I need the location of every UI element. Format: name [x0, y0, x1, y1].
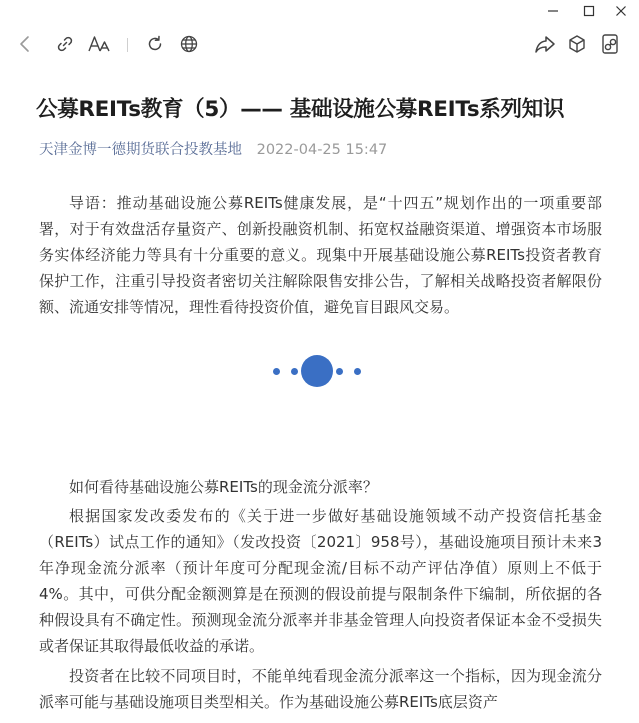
loader-dot-3: [336, 368, 343, 375]
back-arrow-icon[interactable]: [13, 32, 37, 56]
mini-program-icon[interactable]: [598, 32, 622, 56]
article-title: 公募REITs教育（5）—— 基础设施公募REITs系列知识: [36, 97, 565, 122]
cube-icon[interactable]: [565, 32, 589, 56]
link-icon[interactable]: [53, 32, 77, 56]
globe-icon[interactable]: [177, 32, 201, 56]
minimize-icon[interactable]: [535, 0, 571, 22]
section-question: 如何看待基础设施公募REITs的现金流分派率？: [69, 478, 378, 496]
article: [0, 66, 639, 723]
loader-dot-main: [301, 355, 333, 387]
maximize-icon[interactable]: [571, 0, 607, 22]
loader-dot-4: [354, 368, 361, 375]
font-size-icon[interactable]: [87, 32, 111, 56]
loading-spinner: [270, 354, 370, 388]
share-icon[interactable]: [533, 32, 557, 56]
loader-dot-2: [291, 368, 298, 375]
article-date: 2022-04-25 15:47: [256, 142, 388, 158]
window-titlebar: [0, 0, 639, 22]
browser-toolbar: [0, 22, 639, 66]
loader-dot-1: [273, 368, 280, 375]
refresh-icon[interactable]: [143, 32, 167, 56]
article-meta: [39, 138, 387, 159]
body-paragraph-2: 投资者在比较不同项目时，不能单纯看现金流分派率这一个指标，因为现金流分派率可能与基础设施项目类型相关。作为基础设施公募REITs底层资产: [39, 667, 602, 711]
body-paragraph-1: 根据国家发改委发布的《关于进一步做好基础设施领域不动产投资信托基金（REITs）试点工作的通知》（发改投资〔2021〕958号），基础设施项目预计未来3年净现金流分派率（预计年度可分配现金流/目标不动产评估净值）原则上不低于4%。其中，可供分配金额测算是在预测的假设前提与限制条件下编制，所依据的各种假设具有不确定性。预测现金流分派率并非基金管理人向投资者保证本金不受损失或者保证其取得最低收益的承诺。: [39, 507, 602, 655]
toolbar-divider: [127, 38, 128, 52]
article-source-link[interactable]: 天津金博一德期货联合投教基地: [39, 142, 242, 158]
close-icon[interactable]: [603, 0, 639, 22]
intro-paragraph: 导语：推动基础设施公募REITs健康发展，是“十四五”规划作出的一项重要部署，对于有效盘活存量资产、创新投融资机制、拓宽权益融资渠道、增强资本市场服务实体经济能力等具有十分重要的意义。现集中开展基础设施公募REITs投资者教育保护工作，注重引导投资者密切关注解除限售安排公告，了解相关战略投资者解限份额、流通安排等情况，理性看待投资价值，避免盲目跟风交易。: [39, 194, 602, 316]
